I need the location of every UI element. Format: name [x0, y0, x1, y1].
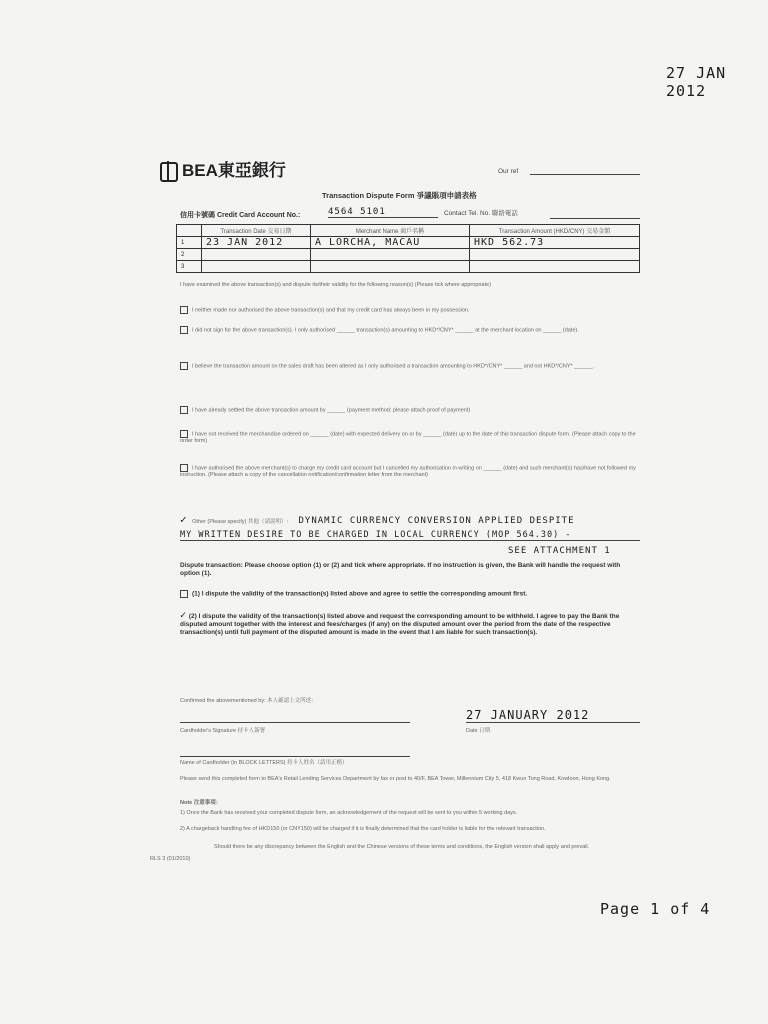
- option-2-tick-icon: ✓: [180, 610, 188, 621]
- row-amount: HKD 562.73: [470, 237, 640, 249]
- confirmed-text: Confirmed the abovementioned by: 本人確認上文所述：: [180, 698, 317, 704]
- bank-logo: BEA東亞銀行: [160, 156, 286, 182]
- account-number: 4564 5101: [328, 207, 438, 218]
- other-label: Other (Please specify) 其他（請說明）:: [192, 519, 289, 525]
- note-1: 1) Once the Bank has received your completed dispute form, an acknowledgement of the request will be sent to you within 5 working days.: [180, 810, 518, 816]
- row-date: 23 JAN 2012: [202, 237, 311, 249]
- page-note: Page 1 of 4: [600, 900, 711, 918]
- reason-1: I neither made nor authorised the above transaction(s) and that my credit card has always been in my possession.: [180, 306, 640, 314]
- reason-checkbox[interactable]: [180, 306, 188, 314]
- transaction-table: [176, 224, 640, 273]
- other-text-line3: SEE ATTACHMENT 1: [508, 546, 611, 556]
- table-row: 3: [177, 261, 640, 273]
- table-row: 2: [177, 249, 640, 261]
- intro-text: I have examined the above transaction(s) and dispute its/their validity for the following reason(s) (Please tick where appropriate): [180, 282, 491, 288]
- other-text-line1: DYNAMIC CURRENCY CONVERSION APPLIED DESPITE: [298, 516, 575, 526]
- name-label: Name of Cardholder (in BLOCK LETTERS) 持卡人姓名（請用正楷）: [180, 760, 348, 766]
- sign-date: 27 JANUARY 2012: [466, 708, 640, 723]
- note-2: 2) A chargeback handling fee of HKD150 (or CNY150) will be charged if it is finally determined that the card holder is liable for the relevant transaction.: [180, 826, 546, 832]
- option-1-checkbox[interactable]: [180, 590, 188, 598]
- col-header-amount: Transaction Amount (HKD/CNY) 交易金額: [470, 225, 640, 237]
- notes-label: Note 注意事項：: [180, 800, 222, 806]
- col-header-date: Transaction Date 交易日期: [202, 225, 311, 237]
- our-ref-label: Our ref: [498, 168, 519, 175]
- contact-tel-line: [550, 218, 640, 219]
- reason-checkbox[interactable]: [180, 406, 188, 414]
- dispute-option-2: ✓ (2) I dispute the validity of the transaction(s) listed above and request the corresponding amount to be withheld. I agree to pay the Bank the disputed amount together with the interest and fees/charges (if any) on the disputed amount over the period from the date of the respective transaction(s) until full payment of the disputed amount is made in the event that I am liable for such transaction(s).: [180, 610, 620, 636]
- other-tick-icon: ✓: [180, 513, 188, 526]
- signature-line: [180, 722, 410, 723]
- signature-label: Cardholder's Signature 持卡人簽署: [180, 728, 266, 734]
- notes-footer: Should there be any discrepancy between the English and the Chinese versions of these terms and conditions, the English version shall apply and prevail.: [214, 844, 590, 850]
- contact-tel-label: Contact Tel. No. 聯絡電話: [444, 210, 518, 217]
- col-header-merchant: Merchant Name 商戶名稱: [311, 225, 470, 237]
- row-merchant: A LORCHA, MACAU: [311, 237, 470, 249]
- account-label: 信用卡號碼 Credit Card Account No.:: [180, 212, 301, 219]
- our-ref-line: [530, 174, 640, 175]
- bea-logo-icon: [160, 162, 178, 182]
- date-label: Date 日期: [466, 728, 491, 734]
- reason-4: I have already settled the above transaction amount by ______ (payment method: please attach proof of payment): [180, 406, 640, 414]
- form-code: RLS 3 (01/2010): [150, 856, 191, 862]
- other-reason: [180, 510, 650, 528]
- dispute-option-1: (1) I dispute the validity of the transaction(s) listed above and agree to settle the corresponding amount first.: [180, 590, 640, 599]
- reason-3: I believe the transaction amount on the sales draft has been altered as I only authorised a transaction amounting to HKD*/CNY* ______ and not HKD*/CNY* ______.: [180, 362, 640, 370]
- form-title: Transaction Dispute Form 爭議賬項申請表格: [322, 191, 477, 200]
- reason-checkbox[interactable]: [180, 362, 188, 370]
- dispute-heading: Dispute transaction: Please choose option (1) or (2) and tick where appropriate. If no instruction is given, the Bank will handle the request with option (1).: [180, 562, 621, 577]
- name-line: [180, 756, 410, 757]
- reason-6: I have authorised the above merchant(s) to charge my credit card account but I cancelled my authorisation in writing on ______ (date) and such merchant(s) has/have not followed my instruction. (Please attach a copy of the cancellation notification/confirmation letter from the merchant): [180, 465, 636, 479]
- reason-2: I did not sign for the above transaction(s). I only authorised ______ transaction(s) amounting to HKD*/CNY* ______ at the merchant location on ______ (date).: [180, 326, 640, 334]
- table-row: 1 23 JAN 2012 A LORCHA, MACAU HKD 562.73: [177, 237, 640, 249]
- other-text-line2: MY WRITTEN DESIRE TO BE CHARGED IN LOCAL CURRENCY (MOP 564.30) -: [180, 530, 640, 541]
- reason-checkbox[interactable]: [180, 464, 188, 472]
- send-instructions: Please send this completed form to BEA's Retail Lending Services Department by fax or post to 40/F, BEA Tower, Millennium City 5, 418 Kwun Tong Road, Kowloon, Hong Kong.: [180, 776, 611, 782]
- reason-checkbox[interactable]: [180, 326, 188, 334]
- header-date: 27 JAN 2012: [666, 64, 727, 100]
- reason-checkbox[interactable]: [180, 430, 188, 438]
- reason-5: I have not received the merchandise ordered on ______ (date) with expected delivery on or by ______ (date) up to the date of this transaction dispute form. (Please attach copy to the order form): [180, 431, 636, 445]
